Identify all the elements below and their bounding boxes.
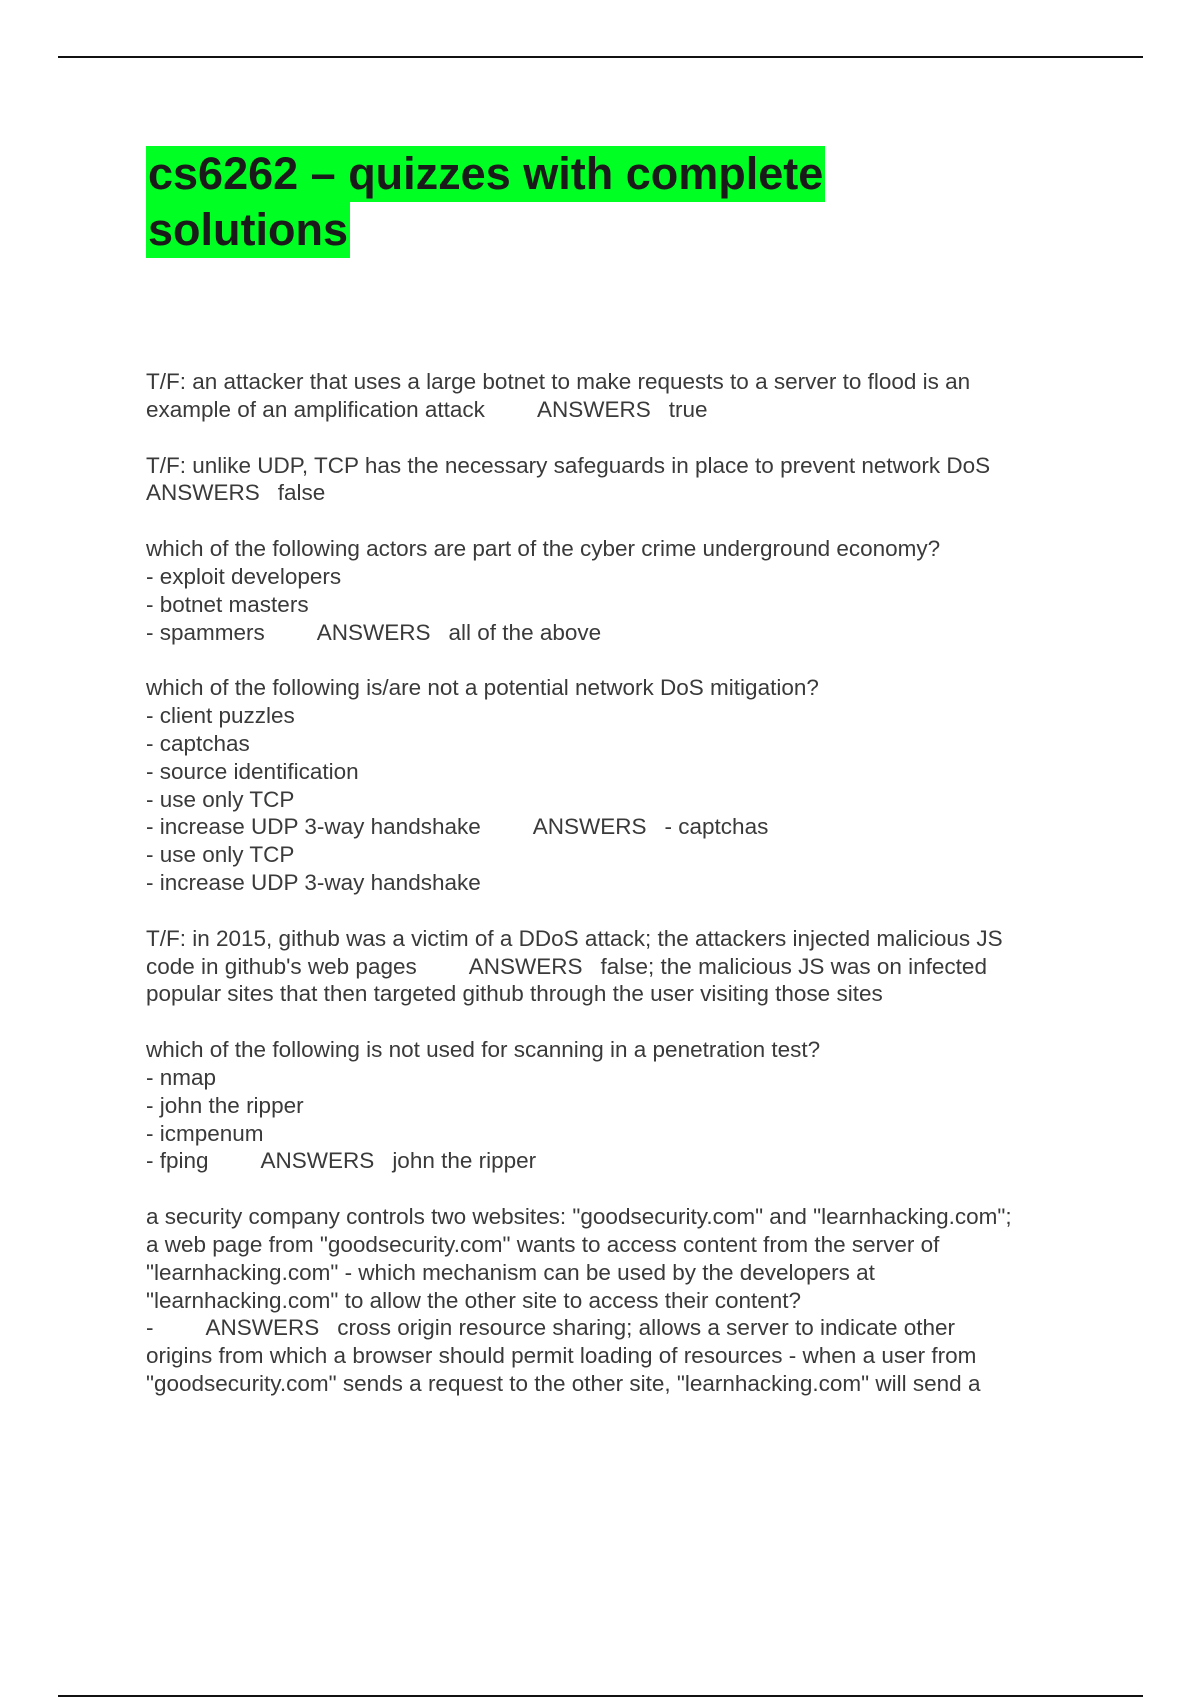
question-text: "learnhacking.com" - which mechanism can be used by the developers at — [146, 1259, 875, 1285]
question-text: a web page from "goodsecurity.com" wants to access content from the server of — [146, 1231, 940, 1257]
option-item: - client puzzles — [146, 703, 295, 729]
question-text: which of the following is/are not a potential network DoS mitigation? — [146, 675, 819, 701]
answers-label: ANSWERS — [205, 1315, 320, 1341]
answers-label: ANSWERS — [468, 953, 583, 979]
option-item: - ANSWERS cross origin resource sharing; allows a server to indicate other — [146, 1315, 956, 1341]
quiz-content — [146, 368, 1091, 1426]
answers-label: ANSWERS — [536, 396, 651, 422]
answer-text: - increase UDP 3-way handshake — [146, 869, 481, 895]
question-block — [146, 1036, 1091, 1175]
question-block — [146, 535, 1091, 646]
answer-text: cross origin resource sharing; allows a server to indicate other — [337, 1315, 956, 1341]
option-item: - john the ripper — [146, 1092, 304, 1118]
option-item: - captchas — [146, 730, 250, 756]
question-text: a security company controls two websites: "goodsecurity.com" and "learnhacking.com"; — [146, 1204, 1012, 1230]
answers-label: ANSWERS — [316, 619, 431, 645]
document-title — [146, 146, 906, 258]
question-block — [146, 674, 1091, 896]
option-item: - increase UDP 3-way handshake ANSWERS - captchas — [146, 814, 769, 840]
option-item: - exploit developers — [146, 563, 342, 589]
question-block — [146, 1203, 1091, 1398]
answers-label: ANSWERS — [146, 480, 260, 506]
answer-text: all of the above — [448, 619, 602, 645]
answer-text: "goodsecurity.com" sends a request to the other site, "learnhacking.com" will send a — [146, 1370, 981, 1396]
question-text: T/F: an attacker that uses a large botnet to make requests to a server to flood is an — [146, 369, 971, 394]
option-item: - botnet masters — [146, 591, 309, 617]
answer-text: - use only TCP — [146, 842, 295, 868]
bottom-rule — [58, 1695, 1143, 1697]
answer-text: john the ripper — [392, 1148, 537, 1174]
title-line-1: cs6262 – quizzes with complete — [146, 146, 825, 202]
answers-label: ANSWERS — [532, 814, 647, 840]
question-text: T/F: unlike UDP, TCP has the necessary safeguards in place to prevent network DoS — [146, 452, 991, 478]
answer-text: origins from which a browser should permit loading of resources - when a user from — [146, 1343, 977, 1369]
question-text: example of an amplification attack ANSWERS true — [146, 396, 708, 422]
answer-line — [146, 479, 1091, 507]
option-item: - nmap — [146, 1064, 217, 1090]
answer-text: true — [668, 396, 708, 422]
title-line-2: solutions — [146, 202, 350, 258]
option-item: - spammers ANSWERS all of the above — [146, 619, 602, 645]
answers-label: ANSWERS — [260, 1148, 375, 1174]
answer-text: - captchas — [664, 814, 769, 840]
option-item: - fping ANSWERS john the ripper — [146, 1148, 537, 1174]
question-text: which of the following actors are part of the cyber crime underground economy? — [146, 536, 941, 562]
question-text: "learnhacking.com" to allow the other site to access their content? — [146, 1287, 802, 1313]
answer-text: popular sites that then targeted github through the user visiting those sites — [146, 981, 883, 1007]
question-block — [146, 368, 1091, 424]
answer-text: false — [277, 480, 326, 506]
option-item: - use only TCP — [146, 786, 295, 812]
question-block — [146, 452, 1091, 508]
question-block — [146, 925, 1091, 1008]
option-item: - source identification — [146, 758, 359, 784]
top-rule — [58, 56, 1143, 58]
option-item: - icmpenum — [146, 1120, 264, 1146]
question-text: T/F: in 2015, github was a victim of a DDoS attack; the attackers injected malicious JS — [146, 925, 1003, 951]
question-text: which of the following is not used for scanning in a penetration test? — [146, 1037, 821, 1063]
answer-text: false; the malicious JS was on infected — [600, 953, 987, 979]
question-text: code in github's web pages ANSWERS false; the malicious JS was on infected — [146, 953, 987, 979]
